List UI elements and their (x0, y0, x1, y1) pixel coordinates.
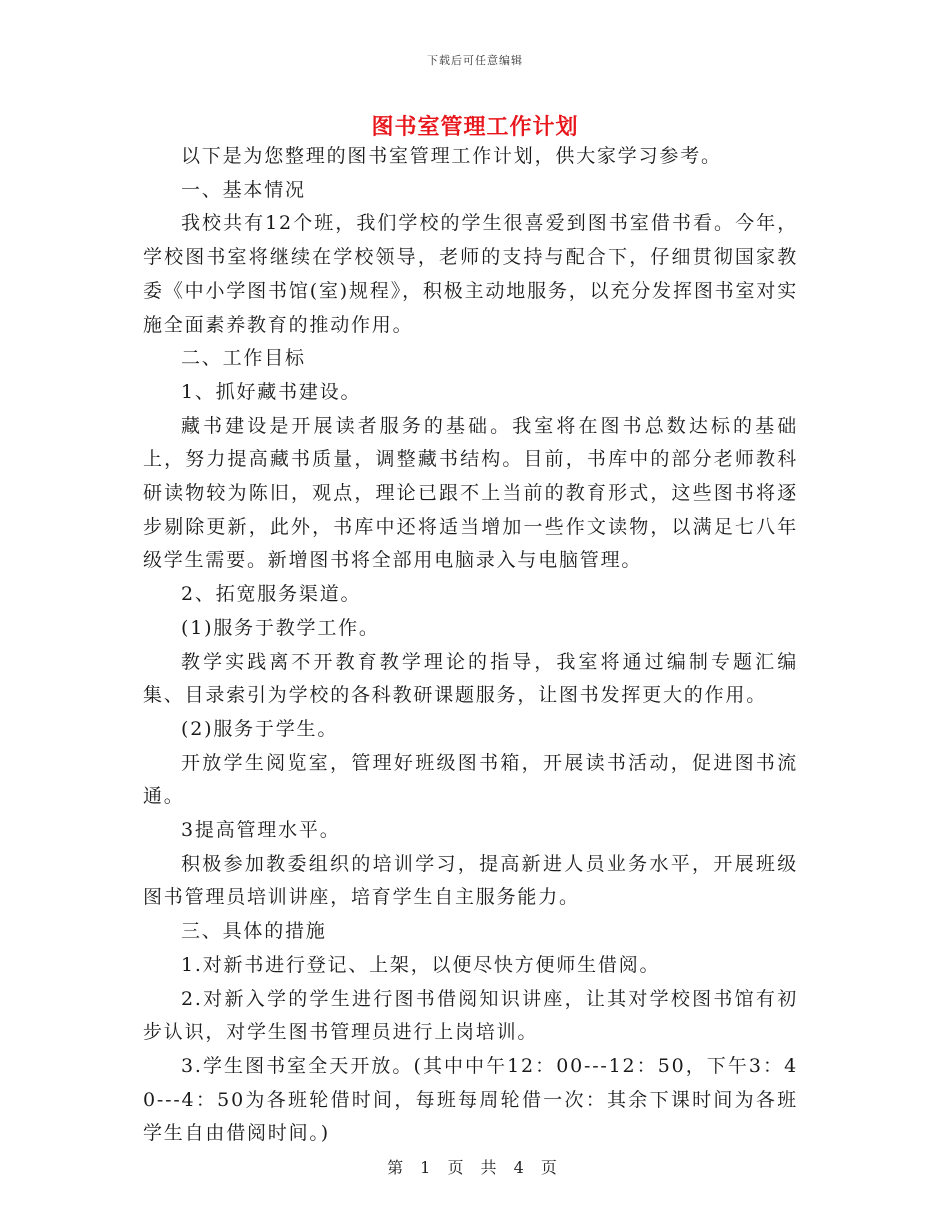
measure-item: 1.对新书进行登记、上架，以便尽快方便师生借阅。 (181, 953, 661, 976)
subheading-serve-students: (2)服务于学生。 (181, 717, 339, 740)
measure-item: 3.学生图书室全天开放。(其中中午12：00---12：50，下午3：40---4：50为各班轮借时间，每班每周轮借一次：其余下课时间为各班学生自由借阅时间。) (143, 1054, 798, 1145)
measure-item: 2.对新入学的学生进行图书借阅知识讲座，让其对学校图书馆有初步认识，对学生图书管理员进行上岗培训。 (143, 987, 798, 1044)
document-body (143, 140, 798, 1151)
body-paragraph: 积极参加教委组织的培训学习，提高新进人员业务水平，开展班级图书管理员培训讲座，培育学生自主服务能力。 (143, 852, 798, 909)
subheading-serve-teaching: (1)服务于教学工作。 (181, 616, 380, 639)
subheading-management-level: 3提高管理水平。 (181, 819, 341, 842)
section-heading-measures: 三、具体的措施 (181, 920, 327, 943)
section-heading-work-goals: 二、工作目标 (181, 347, 306, 370)
body-paragraph: 教学实践离不开教育教学理论的指导，我室将通过编制专题汇编集、目录索引为学校的各科教研课题服务，让图书发挥更大的作用。 (143, 650, 798, 707)
page-header-note: 下载后可任意编辑 (427, 54, 523, 67)
intro-paragraph: 以下是为您整理的图书室管理工作计划，供大家学习参考。 (181, 145, 722, 167)
body-paragraph: 藏书建设是开展读者服务的基础。我室将在图书总数达标的基础上，努力提高藏书质量，调整藏书结构。目前，书库中的部分老师教科研读物较为陈旧，观点，理论已跟不上当前的教育形式，这些图书将逐步剔除更新，此外，书库中还将适当增加一些作文读物，以满足七八年级学生需要。新增图书将全部用电脑录入与电脑管理。 (143, 414, 798, 572)
document-title: 图书室管理工作计划 (371, 114, 579, 140)
subheading-collection-building: 1、抓好藏书建设。 (181, 380, 362, 403)
body-paragraph: 开放学生阅览室，管理好班级图书箱，开展读书活动，促进图书流通。 (143, 751, 798, 808)
section-heading-basic-situation: 一、基本情况 (181, 178, 306, 201)
body-paragraph: 我校共有12个班，我们学校的学生很喜爱到图书室借书看。今年，学校图书室将继续在学校领导，老师的支持与配合下，仔细贯彻国家教委《中小学图书馆(室)规程》，积极主动地服务，以充分发挥图书室对实施全面素养教育的推动作用。 (143, 212, 798, 336)
page-footer-page-number: 第 1 页 共 4 页 (387, 1158, 563, 1177)
subheading-service-channels: 2、拓宽服务渠道。 (181, 583, 362, 606)
